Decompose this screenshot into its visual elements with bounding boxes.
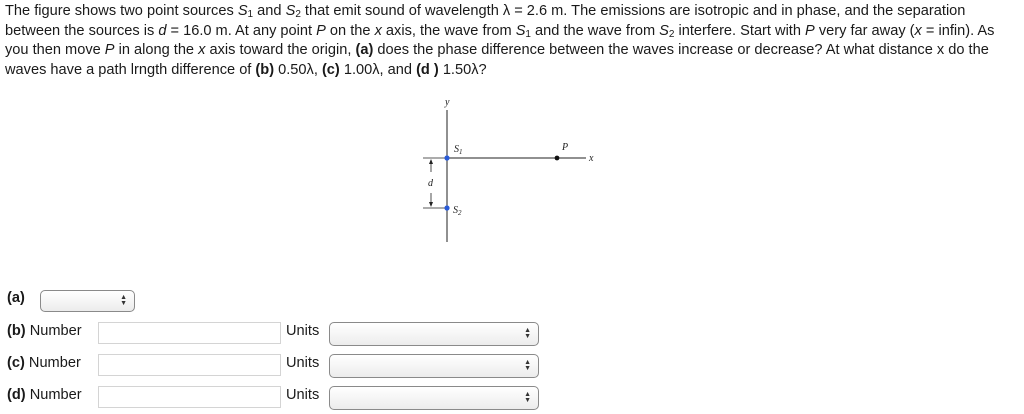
part-c-units-label: Units [286,355,320,371]
question-segment: does the phase difference between the waves increase or decrease? At what distance x do the waves have a path lrngth difference of [5,42,989,78]
part-b-label [7,323,82,339]
var-d: d [158,22,167,39]
var-s1-sub: 1 [525,28,531,40]
var-s1: S [515,22,526,39]
d-arrowhead-up [429,159,433,164]
part-a-tag: (a) [7,290,25,306]
part-d-number-label: Number [29,387,82,403]
part-c-number-input[interactable] [98,354,281,376]
y-axis-label: y [445,97,450,108]
part-b-units-label: Units [286,323,320,339]
source-s1-label: $S_1$ [454,144,463,156]
part-c-number-label: Number [28,355,81,371]
var-s2: S [659,22,669,39]
var-x: x [374,22,382,39]
updown-arrows-icon: ▲ ▼ [524,327,531,340]
var-s2-sub: 2 [295,9,301,20]
source-s2-dot [444,205,449,210]
question-segment: axis, the wave from [381,22,516,39]
source-s1-dot [444,155,449,160]
var-x: x [914,22,922,39]
d-arrowhead-down [429,202,433,207]
question-segment: on the [325,22,375,39]
var-s2-sub: 2 [668,28,675,40]
part-d-units-select[interactable] [329,386,539,410]
part-a-label [7,290,25,306]
question-segment: axis toward the origin, [205,42,356,58]
var-s1: S [237,3,248,19]
part-d-label [7,387,82,403]
question-segment: 0.50λ, [274,61,322,78]
var-p: P [805,22,815,39]
part-c-tag: (c) [321,61,340,78]
part-b-number-label: Number [29,323,82,339]
part-b-tag: (b) [255,61,275,78]
question-segment: 1.50λ? [438,61,487,78]
part-b-tag: (b) [7,323,26,339]
question-text [5,2,1021,80]
sources-figure [410,92,610,247]
updown-arrows-icon: ▲ ▼ [120,294,127,307]
question-segment: in along the [114,42,199,58]
part-d-tag: (d ) [416,61,439,78]
question-segment: 1.00λ, and [339,61,417,78]
question-segment: that emit sound of wavelength λ = 2.6 m. The emissions are isotropic and in phase, and the separation between the sources is [5,3,966,39]
point-p-label: P [562,142,569,153]
part-d-tag: (d) [7,387,26,403]
question-segment: interfere. Start with [674,22,806,39]
var-s2: S [285,3,296,19]
question-segment: = infin). As you then move [5,22,995,58]
part-a-select[interactable] [40,290,135,312]
part-b-units-select[interactable] [329,322,539,346]
var-x: x [198,42,206,58]
part-c-tag: (c) [7,355,25,371]
point-p-dot [555,156,560,161]
part-d-number-input[interactable] [98,386,281,408]
x-axis-label: x [589,153,594,164]
part-c-label [7,355,81,371]
part-a-tag: (a) [355,42,374,58]
question-segment: very far away ( [814,22,915,39]
question-segment: and the wave from [530,22,660,39]
question-segment: and [253,3,286,19]
updown-arrows-icon: ▲ ▼ [524,391,531,404]
question-segment: The figure shows two point sources [5,3,238,19]
d-label: d [428,178,433,189]
part-d-units-label: Units [286,387,320,403]
part-b-number-input[interactable] [98,322,281,344]
source-s2-label: $S_2$ [453,205,462,217]
var-p: P [316,22,326,39]
var-s1-sub: 1 [247,9,254,20]
part-c-units-select[interactable] [329,354,539,378]
updown-arrows-icon: ▲ ▼ [524,359,531,372]
var-p: P [104,42,115,58]
question-segment: = 16.0 m. At any point [166,22,317,39]
